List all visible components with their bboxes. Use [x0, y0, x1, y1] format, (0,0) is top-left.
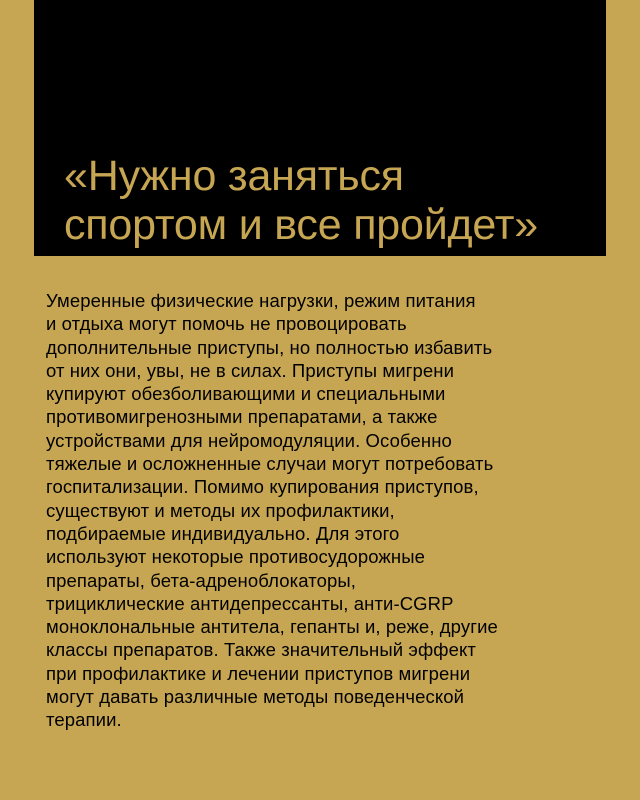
body-paragraph [46, 289, 606, 732]
body-line: дополнительные приступы, но полностью избавить [46, 336, 493, 358]
headline [64, 152, 538, 250]
body-line: Умеренные физические нагрузки, режим питания [46, 290, 476, 311]
title-block [34, 0, 606, 256]
body-line: купируют обезболивающими и специальными [46, 383, 446, 405]
headline-line: спортом и все пройдет» [64, 201, 538, 249]
body-line: моноклональные антитела, гепанты и, реже, другие [46, 616, 498, 638]
body-line: терапии. [46, 709, 122, 731]
body-line: и отдыха могут помочь не провоцировать [46, 313, 407, 335]
body-line: классы препаратов. Также значительный эффект [46, 639, 476, 661]
body-line: существуют и методы их профилактики, [46, 499, 395, 521]
body-line: от них они, увы, не в силах. Приступы мигрени [46, 359, 455, 381]
headline-line: «Нужно заняться [64, 152, 404, 200]
body-line: подбираемые индивидуально. Для этого [46, 522, 400, 544]
body-line: могут давать различные методы поведенческой [46, 686, 465, 708]
body-line: противомигренозными препаратами, а также [46, 406, 438, 428]
body-line: устройствами для нейромодуляции. Особенно [46, 429, 452, 451]
body-line: госпитализации. Помимо купирования приступов, [46, 476, 479, 498]
body-line: трициклические антидепрессанты, анти-CGRP [46, 592, 454, 614]
body-line: тяжелые и осложненные случаи могут потребовать [46, 453, 494, 475]
body-line: используют некоторые противосудорожные [46, 546, 426, 568]
body-line: при профилактике и лечении приступов мигрени [46, 662, 471, 684]
body-line: препараты, бета-адреноблокаторы, [46, 569, 356, 591]
